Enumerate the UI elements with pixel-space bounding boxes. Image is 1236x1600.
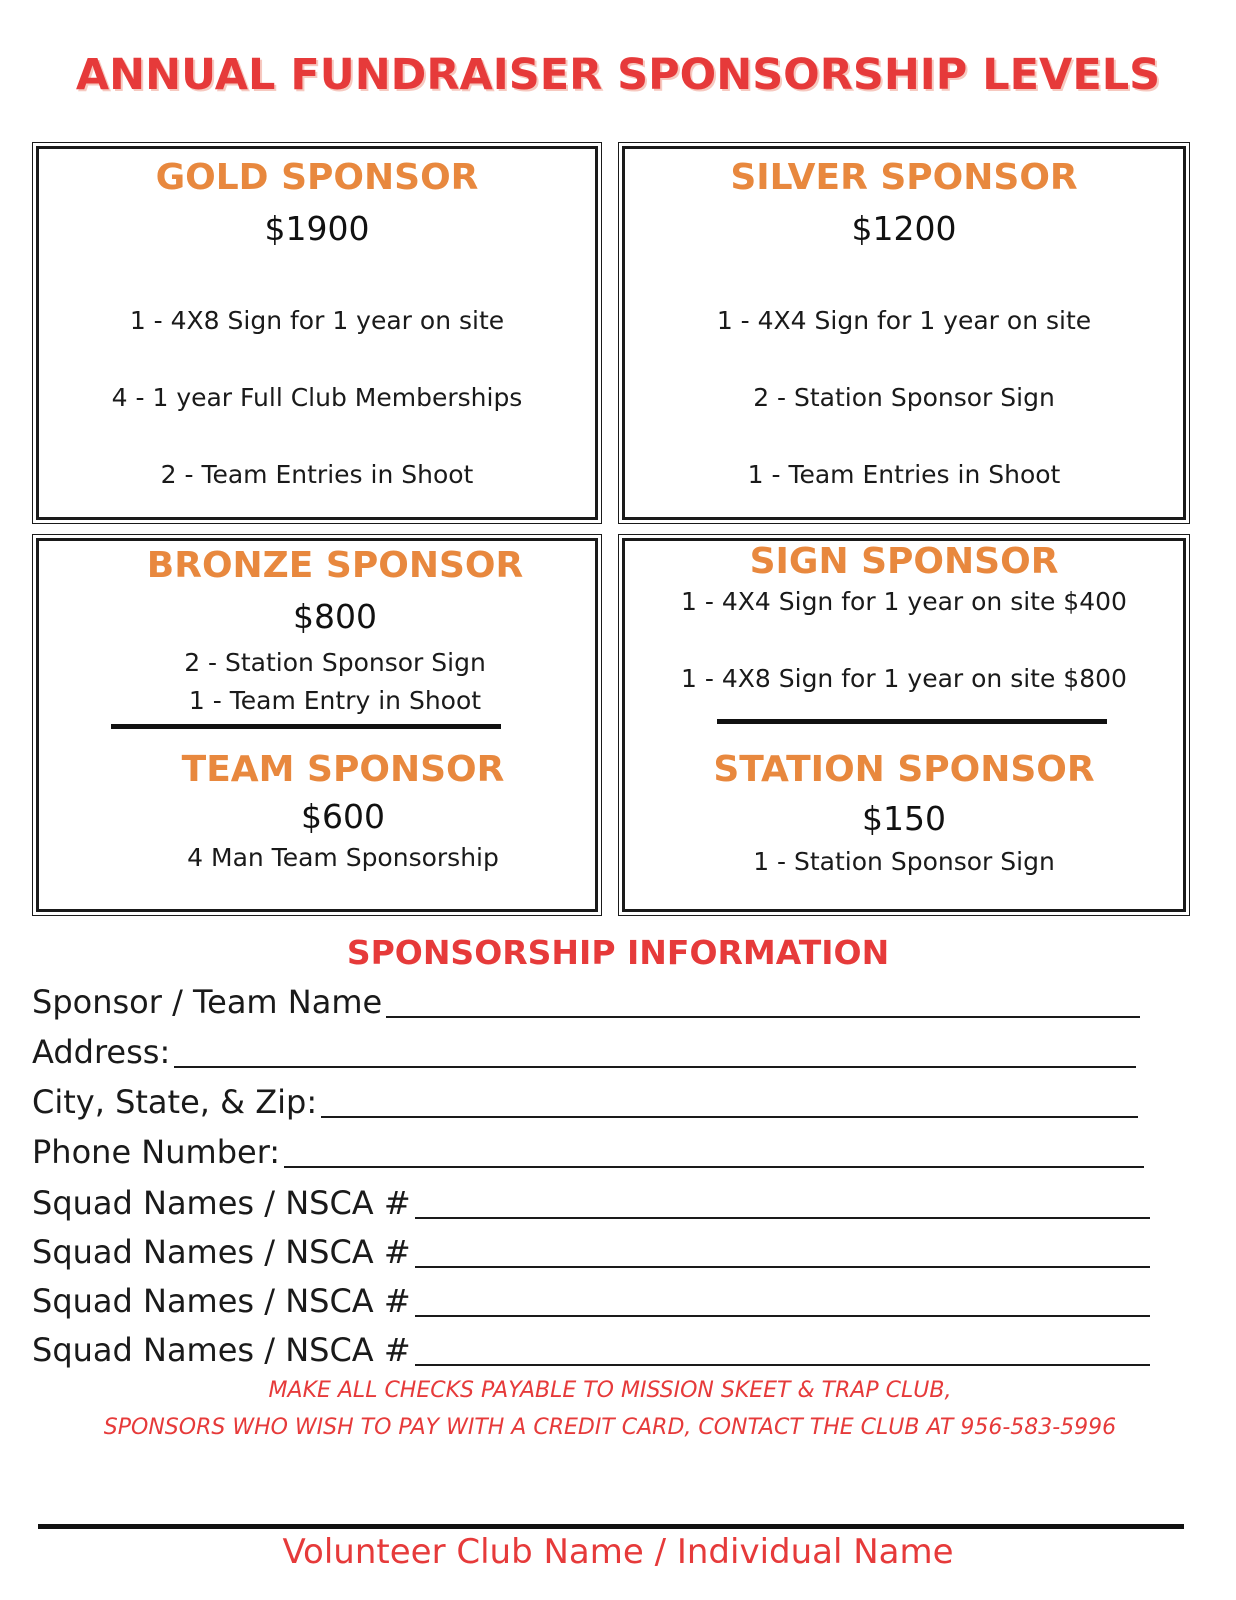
bronze-team-sponsor-box <box>36 538 598 912</box>
blank-line[interactable] <box>321 1115 1138 1118</box>
squad-names-field[interactable] <box>32 1173 1150 1222</box>
squad-names-field[interactable] <box>32 1320 1150 1369</box>
gold-item: 2 - Team Entries in Shoot <box>160 460 474 489</box>
station-price: $150 <box>862 799 946 838</box>
station-heading: STATION SPONSOR <box>713 749 1095 790</box>
payment-note: MAKE ALL CHECKS PAYABLE TO MISSION SKEET & TRAP CLUB, <box>268 1378 952 1403</box>
blank-line[interactable] <box>174 1065 1136 1068</box>
team-heading: TEAM SPONSOR <box>181 749 505 790</box>
gold-item: 4 - 1 year Full Club Memberships <box>111 383 523 412</box>
signature-label: Volunteer Club Name / Individual Name <box>282 1532 954 1572</box>
sign-item: 1 - 4X4 Sign for 1 year on site $400 <box>681 587 1127 616</box>
field-label: Phone Number: <box>32 1133 281 1171</box>
blank-line[interactable] <box>415 1216 1150 1219</box>
station-item: 1 - Station Sponsor Sign <box>753 847 1055 876</box>
team-item: 4 Man Team Sponsorship <box>187 843 499 872</box>
silver-item: 1 - Team Entries in Shoot <box>747 460 1061 489</box>
field-label: Squad Names / NSCA # <box>32 1331 411 1369</box>
sign-item: 1 - 4X8 Sign for 1 year on site $800 <box>681 664 1127 693</box>
phone-number-field[interactable] <box>32 1122 1144 1171</box>
sign-heading: SIGN SPONSOR <box>749 541 1059 582</box>
page-title: ANNUAL FUNDRAISER SPONSORSHIP LEVELS <box>75 50 1161 100</box>
gold-price: $1900 <box>264 209 370 248</box>
silver-item: 1 - 4X4 Sign for 1 year on site <box>716 306 1092 335</box>
silver-heading: SILVER SPONSOR <box>730 157 1078 198</box>
team-price: $600 <box>301 797 385 836</box>
blank-line[interactable] <box>415 1314 1150 1317</box>
field-label: Squad Names / NSCA # <box>32 1184 411 1222</box>
divider <box>111 724 501 729</box>
divider <box>717 719 1107 724</box>
field-label: Squad Names / NSCA # <box>32 1233 411 1271</box>
gold-heading: GOLD SPONSOR <box>155 157 479 198</box>
city-state-zip-field[interactable] <box>32 1072 1138 1121</box>
silver-item: 2 - Station Sponsor Sign <box>753 383 1055 412</box>
field-label: Squad Names / NSCA # <box>32 1282 411 1320</box>
blank-line[interactable] <box>415 1363 1150 1366</box>
blank-line[interactable] <box>284 1165 1144 1168</box>
bronze-heading: BRONZE SPONSOR <box>146 545 524 586</box>
squad-names-field[interactable] <box>32 1222 1150 1271</box>
silver-price: $1200 <box>851 209 957 248</box>
blank-line[interactable] <box>386 1015 1140 1018</box>
silver-sponsor-box <box>622 146 1186 520</box>
field-label: Sponsor / Team Name <box>32 983 383 1021</box>
squad-names-field[interactable] <box>32 1271 1150 1320</box>
blank-line[interactable] <box>415 1265 1150 1268</box>
signature-line[interactable] <box>38 1524 1184 1529</box>
field-label: City, State, & Zip: <box>32 1083 318 1121</box>
payment-note: SPONSORS WHO WISH TO PAY WITH A CREDIT CARD, CONTACT THE CLUB AT 956-583-5996 <box>103 1415 1117 1440</box>
address-field[interactable] <box>32 1022 1136 1071</box>
gold-item: 1 - 4X8 Sign for 1 year on site <box>129 306 505 335</box>
sign-station-sponsor-box <box>622 538 1186 912</box>
sponsorship-info-heading: SPONSORSHIP INFORMATION <box>346 933 890 972</box>
sponsor-team-name-field[interactable] <box>32 972 1140 1021</box>
bronze-item: 2 - Station Sponsor Sign <box>184 648 486 677</box>
bronze-price: $800 <box>293 597 377 636</box>
gold-sponsor-box <box>36 146 598 520</box>
field-label: Address: <box>32 1033 171 1071</box>
bronze-item: 1 - Team Entry in Shoot <box>188 686 482 715</box>
